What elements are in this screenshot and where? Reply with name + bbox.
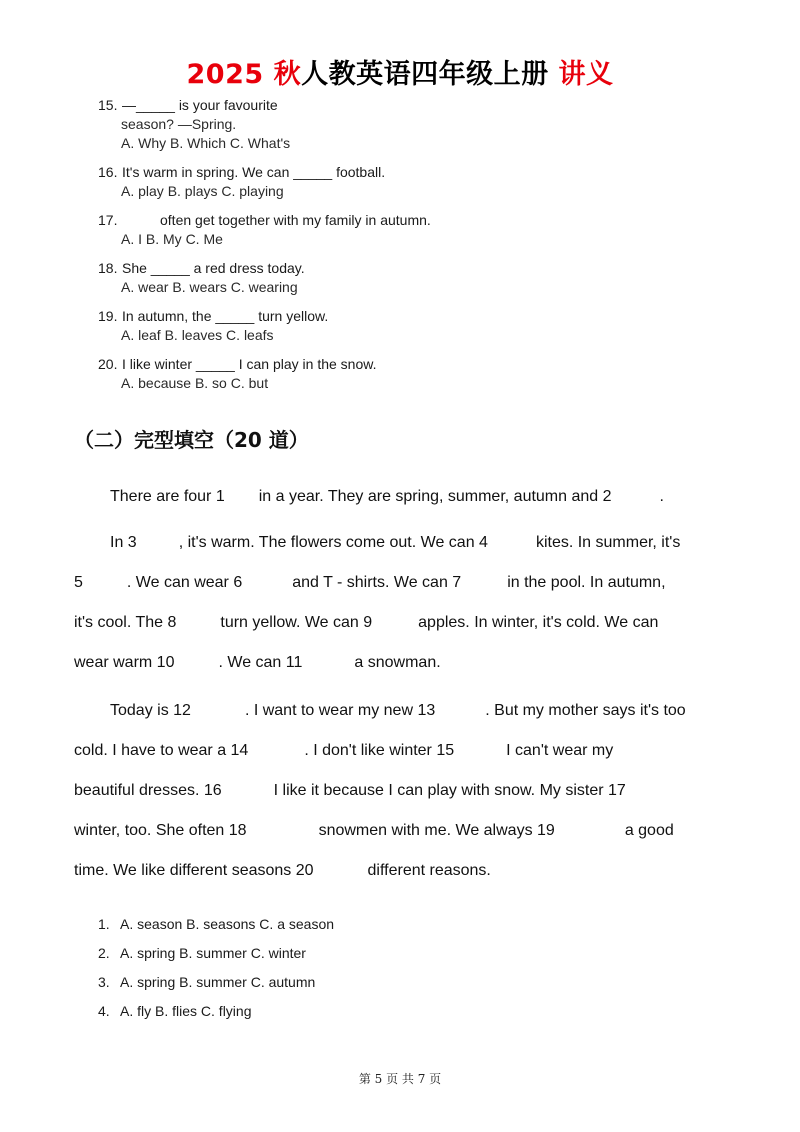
passage-text: a good — [624, 822, 674, 839]
option-text: A. fly B. flies C. flying — [120, 1003, 252, 1019]
passage-text: turn yellow. We can 9 — [220, 614, 373, 631]
option-number: 3. — [98, 974, 110, 990]
passage-text: time. We like different seasons 20 — [74, 862, 314, 879]
answer-option-row — [98, 914, 334, 934]
passage-text: it's cool. The 8 — [74, 614, 177, 631]
answer-option-row — [98, 1001, 334, 1021]
passage-text: kites. In summer, it's — [535, 534, 681, 551]
page-footer: 第 5 页 共 7 页 — [358, 1072, 442, 1086]
passage-text: wear warm 10 — [74, 654, 175, 671]
passage-line — [74, 654, 441, 676]
question-number: 19. — [98, 308, 118, 324]
passage-text: 5 — [74, 574, 83, 591]
passage-text: cold. I have to wear a 14 — [74, 742, 249, 759]
question-stem: often get together with my family in autumn. — [160, 212, 431, 228]
passage-text: . We can 11 — [218, 654, 303, 671]
section-heading: （二）完型填空（20 道） — [74, 428, 309, 452]
question-list — [98, 96, 718, 403]
passage-text: . — [659, 488, 664, 505]
option-text: A. season B. seasons C. a season — [120, 916, 335, 932]
passage-line — [74, 614, 658, 636]
question-15 — [98, 96, 718, 153]
passage-text: . We can wear 6 — [126, 574, 243, 591]
passage-text: . I don't like winter 15 — [304, 742, 455, 759]
question-20 — [98, 355, 718, 393]
passage-text: winter, too. She often 18 — [74, 822, 247, 839]
passage-line — [74, 742, 613, 764]
question-number: 17. — [98, 212, 118, 228]
passage-text: and T - shirts. We can 7 — [292, 574, 462, 591]
passage-text: There are four 1 — [110, 488, 225, 505]
option-number: 4. — [98, 1003, 110, 1019]
passage-text: snowmen with me. We always 19 — [318, 822, 555, 839]
question-options: A. Why B. Which C. What's — [121, 135, 291, 151]
title-note: 讲义 — [558, 59, 614, 90]
option-number: 2. — [98, 945, 110, 961]
answer-option-row — [98, 943, 334, 963]
question-stem: She _____ a red dress today. — [122, 260, 305, 276]
title-year: 2025 — [186, 59, 264, 90]
question-16 — [98, 163, 718, 201]
passage-text: beautiful dresses. 16 — [74, 782, 222, 799]
passage-line — [74, 822, 674, 844]
question-options: A. play B. plays C. playing — [121, 183, 284, 199]
question-number: 18. — [98, 260, 118, 276]
title-autumn: 秋 — [273, 59, 302, 90]
question-number: 16. — [98, 164, 118, 180]
passage-text: . I want to wear my new 13 — [244, 702, 436, 719]
option-number: 1. — [98, 916, 110, 932]
title-main: 人教英语四年级上册 — [301, 59, 549, 90]
passage-text: I can't wear my — [506, 742, 614, 759]
passage-text: apples. In winter, it's cold. We can — [418, 614, 659, 631]
question-options: A. I B. My C. Me — [121, 231, 223, 247]
answer-options — [98, 914, 334, 1030]
option-text: A. spring B. summer C. autumn — [120, 974, 316, 990]
passage-text: . But my mother says it's too — [485, 702, 686, 719]
passage-text: , it's warm. The flowers come out. We can 4 — [178, 534, 488, 551]
page-title — [0, 52, 800, 91]
passage-text: I like it because I can play with snow. My sister 17 — [273, 782, 626, 799]
question-stem-cont: season? —Spring. — [121, 116, 237, 132]
answer-option-row — [98, 972, 334, 992]
question-number: 15. — [98, 97, 118, 113]
passage-line — [110, 702, 686, 724]
question-number: 20. — [98, 356, 118, 372]
question-stem: —_____ is your favourite — [122, 97, 278, 113]
passage-text: Today is 12 — [110, 702, 191, 719]
passage-line — [74, 574, 666, 596]
question-17 — [98, 211, 718, 249]
passage-line — [74, 862, 491, 884]
passage-text: In 3 — [110, 534, 137, 551]
passage-line — [110, 488, 664, 510]
passage-text: in the pool. In autumn, — [507, 574, 666, 591]
question-options: A. leaf B. leaves C. leafs — [121, 327, 274, 343]
passage-text: a snowman. — [354, 654, 441, 671]
question-18 — [98, 259, 718, 297]
passage-text: in a year. They are spring, summer, autumn and 2 — [258, 488, 612, 505]
question-stem: I like winter _____ I can play in the snow. — [122, 356, 377, 372]
question-options: A. wear B. wears C. wearing — [121, 279, 298, 295]
question-stem: In autumn, the _____ turn yellow. — [122, 308, 329, 324]
passage-line — [74, 782, 626, 804]
passage-line — [110, 534, 680, 556]
question-19 — [98, 307, 718, 345]
passage-text: different reasons. — [367, 862, 491, 879]
option-text: A. spring B. summer C. winter — [120, 945, 306, 961]
question-stem: It's warm in spring. We can _____ football. — [122, 164, 386, 180]
question-options: A. because B. so C. but — [121, 375, 269, 391]
